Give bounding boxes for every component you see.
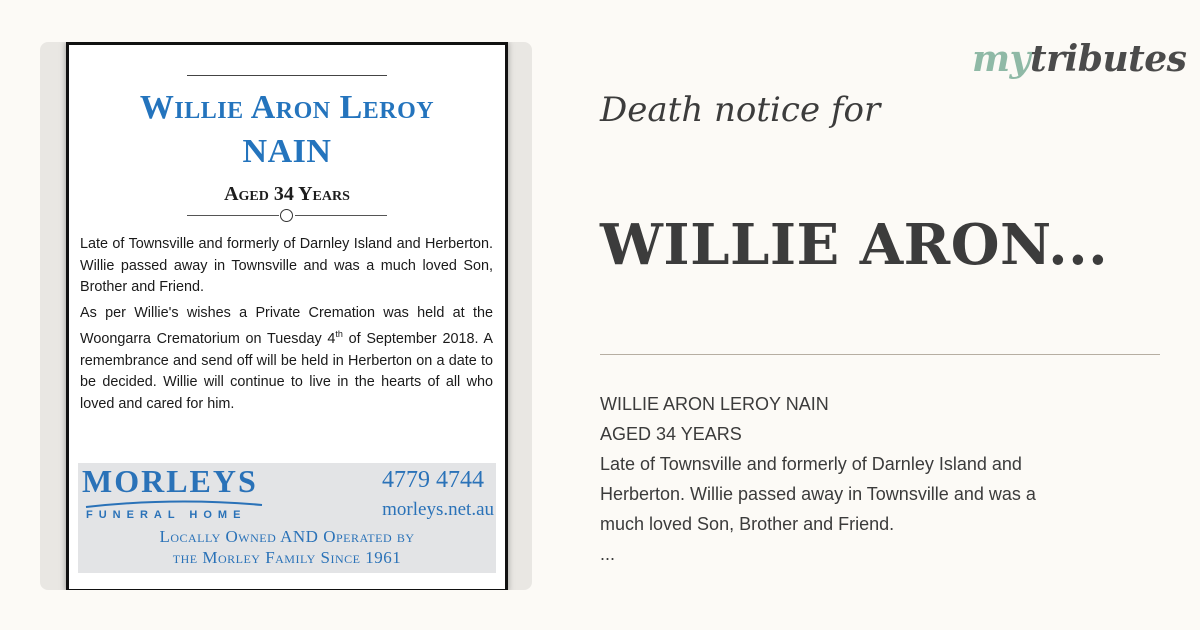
ad-website: morleys.net.au xyxy=(382,499,494,520)
ad-phone: 4779 4744 xyxy=(382,467,484,493)
funeral-home-advert xyxy=(78,463,496,573)
top-rule xyxy=(187,75,387,76)
ornament-divider xyxy=(187,209,387,223)
divider xyxy=(600,354,1160,355)
notice-name-line1: Willie Aron Leroy xyxy=(139,89,435,126)
summary-ellipsis: ... xyxy=(600,544,616,564)
summary-line: WILLIE ARON LEROY NAIN xyxy=(600,394,829,414)
page-headline: Death notice for xyxy=(600,90,881,130)
notice-card xyxy=(66,42,508,590)
summary-line: AGED 34 YEARS xyxy=(600,424,742,444)
morleys-logo: MORLEYS xyxy=(82,463,258,499)
notice-summary xyxy=(600,389,1160,569)
summary-line: much loved Son, Brother and Friend. xyxy=(600,514,895,534)
notice-aged: Aged 34 Years xyxy=(224,183,350,205)
ad-tagline-2: the Morley Family Since 1961 xyxy=(172,548,402,567)
summary-line: Late of Townsville and formerly of Darnley Island and xyxy=(600,454,1022,474)
deceased-name: WILLIE ARON... xyxy=(600,212,1109,278)
summary-line: Herberton. Willie passed away in Townsville and was a xyxy=(600,484,1036,504)
death-notice-image xyxy=(40,42,532,590)
notice-body xyxy=(80,234,493,420)
notice-name-line2: NAIN xyxy=(242,133,332,170)
notice-paragraph-1: Late of Townsville and formerly of Darnley Island and Herberton. Willie passed away in Townsville and was a much loved Son, Brother and Friend. xyxy=(80,236,493,296)
mytributes-logo[interactable]: mytributes xyxy=(972,38,1187,80)
funeral-home-label: FUNERAL HOME xyxy=(86,509,247,521)
logo-swoosh-icon xyxy=(84,499,264,509)
ad-tagline-1: Locally Owned AND Operated by xyxy=(159,527,415,546)
notice-paragraph-2: As per Willie's wishes a Private Cremation was held at the Woongarra Crematorium on Tuesday 4th of September 2018. A remembrance and send off will be held in Herberton on a date to be decided. Willie will continue to live in the hearts of all who loved and cared for him. xyxy=(80,304,493,412)
